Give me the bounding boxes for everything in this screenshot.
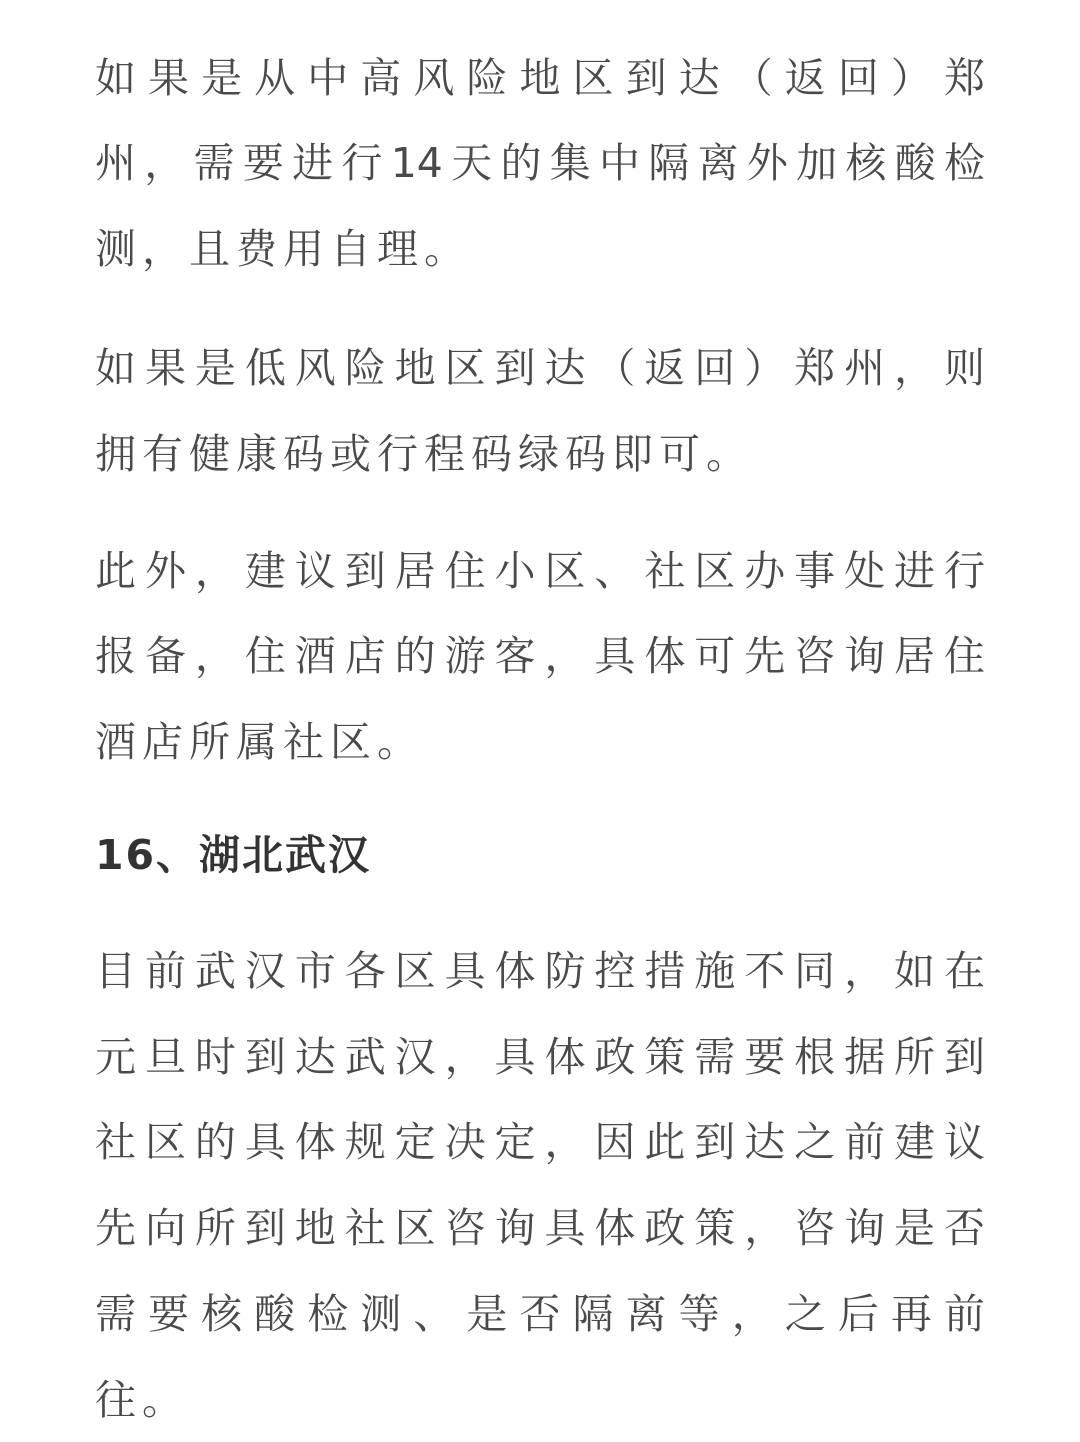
paragraph-1-line-1: 如果是从中高风险地区到达（返回）郑 bbox=[95, 54, 985, 102]
paragraph-4-line-3: 社区的具体规定决定，因此到达之前建议 bbox=[95, 1118, 985, 1166]
section-heading: 16、湖北武汉 bbox=[95, 831, 372, 879]
paragraph-4-line-1: 目前武汉市各区具体防控措施不同，如在 bbox=[95, 947, 985, 995]
paragraph-4-line-5: 需要核酸检测、是否隔离等，之后再前 bbox=[95, 1290, 985, 1338]
paragraph-3-line-2: 报备，住酒店的游客，具体可先咨询居住 bbox=[95, 632, 985, 680]
paragraph-4-line-4: 先向所到地社区咨询具体政策，咨询是否 bbox=[95, 1204, 985, 1252]
paragraph-1-line-2: 州，需要进行14天的集中隔离外加核酸检 bbox=[95, 139, 985, 187]
paragraph-2-line-1: 如果是低风险地区到达（返回）郑州，则 bbox=[95, 344, 985, 392]
paragraph-1-line-3: 测，且费用自理。 bbox=[95, 225, 471, 273]
paragraph-4-line-6: 往。 bbox=[95, 1376, 189, 1424]
paragraph-3-line-1: 此外，建议到居住小区、社区办事处进行 bbox=[95, 547, 985, 595]
paragraph-2-line-2: 拥有健康码或行程码绿码即可。 bbox=[95, 430, 753, 478]
paragraph-4-line-2: 元旦时到达武汉，具体政策需要根据所到 bbox=[95, 1033, 985, 1081]
paragraph-3-line-3: 酒店所属社区。 bbox=[95, 718, 424, 766]
